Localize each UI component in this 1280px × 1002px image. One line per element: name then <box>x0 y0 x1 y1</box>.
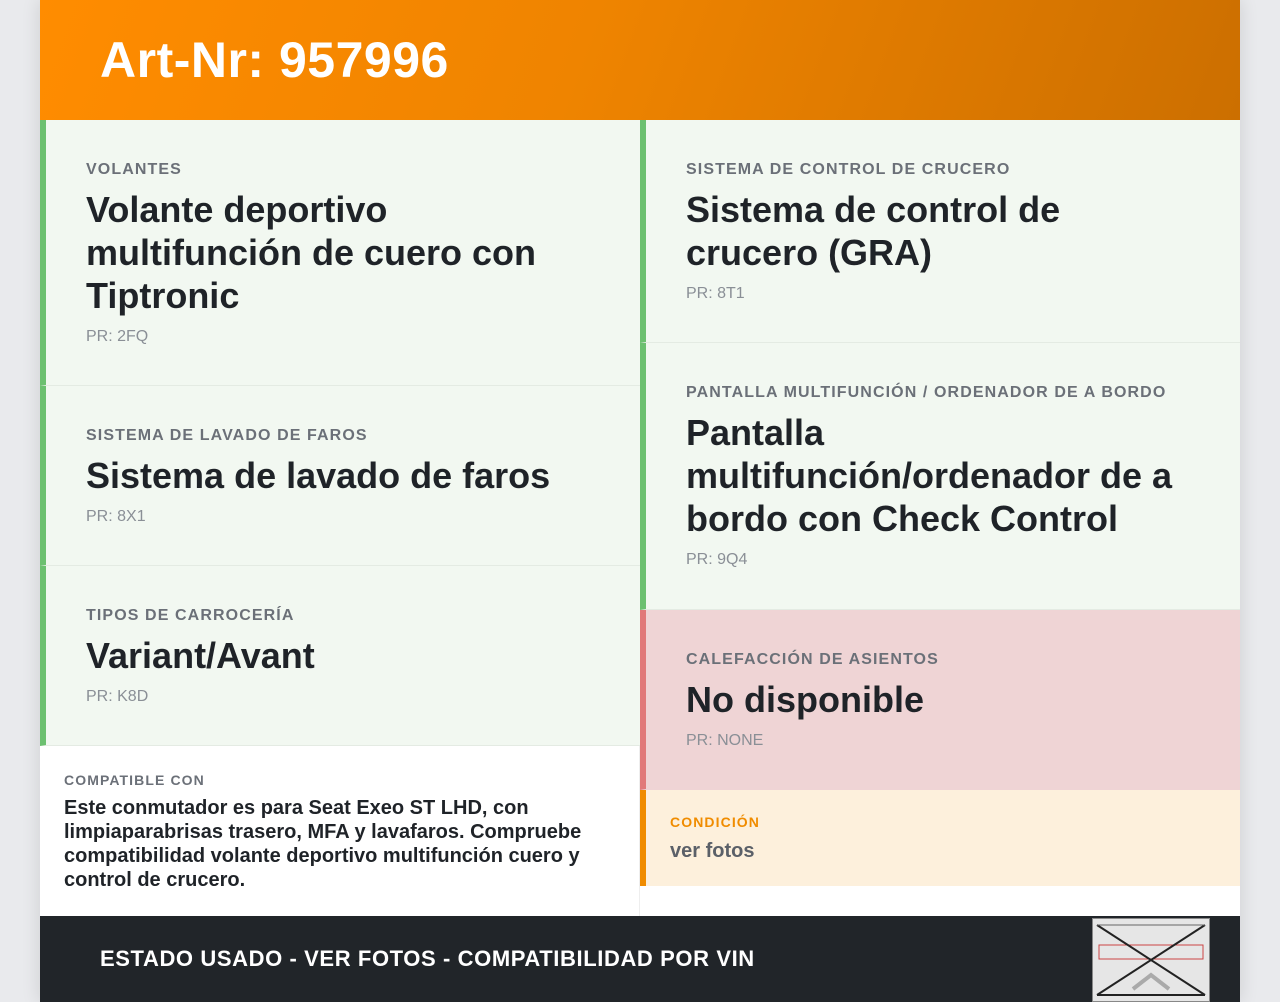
condition-label: CONDICIÓN <box>670 814 761 830</box>
article-number-title: Art-Nr: 957996 <box>100 32 449 88</box>
feature-value: Variant/Avant <box>86 635 315 676</box>
feature-pr-code: PR: 8T1 <box>686 285 745 302</box>
compatibility-text: Este conmutador es para Seat Exeo ST LHD, con limpiaparabrisas trasero, MFA y lavafaros. Compruebe compatibilidad volante deportivo multifunción cuero y control de crucero. <box>64 797 582 891</box>
header-bar <box>40 0 1240 120</box>
feature-category: CALEFACCIÓN DE ASIENTOS <box>686 651 939 668</box>
feature-category: PANTALLA MULTIFUNCIÓN / ORDENADOR DE A BORDO <box>686 384 1167 401</box>
feature-pr-code: PR: K8D <box>86 688 149 705</box>
feature-value: No disponible <box>686 679 924 720</box>
compatibility-label: COMPATIBLE CON <box>64 772 205 788</box>
photo-icon <box>1093 919 1209 1001</box>
feature-category: SISTEMA DE CONTROL DE CRUCERO <box>686 161 1011 178</box>
feature-card-body-type <box>40 566 640 746</box>
compatibility-section <box>40 746 640 916</box>
product-photo-thumbnail[interactable] <box>1092 918 1210 1002</box>
feature-value: Volante deportivo multifunción de cuero con Tiptronic <box>86 189 537 316</box>
feature-pr-code: PR: 2FQ <box>86 328 149 345</box>
feature-value: Pantalla multifunción/ordenador de a bordo con Check Control <box>686 412 1173 539</box>
footer-text: ESTADO USADO - VER FOTOS - COMPATIBILIDAD POR VIN <box>100 946 755 971</box>
feature-category: TIPOS DE CARROCERÍA <box>86 607 295 624</box>
feature-value: Sistema de control de crucero (GRA) <box>686 189 1061 273</box>
feature-category: SISTEMA DE LAVADO DE FAROS <box>86 427 368 444</box>
feature-pr-code: PR: NONE <box>686 732 764 749</box>
feature-card-cruise-control <box>640 120 1240 343</box>
features-grid <box>40 120 1240 916</box>
footer-bar <box>40 916 1240 1002</box>
condition-text: ver fotos <box>670 840 755 862</box>
feature-card-multifunction-display <box>640 343 1240 610</box>
feature-card-headlight-washer <box>40 386 640 566</box>
feature-value: Sistema de lavado de faros <box>86 455 551 496</box>
feature-pr-code: PR: 8X1 <box>86 508 146 525</box>
feature-pr-code: PR: 9Q4 <box>686 551 748 568</box>
product-sheet <box>40 0 1240 1002</box>
feature-card-steering-wheel <box>40 120 640 386</box>
feature-card-seat-heating <box>640 610 1240 790</box>
condition-section <box>640 790 1240 886</box>
feature-category: VOLANTES <box>86 161 182 178</box>
